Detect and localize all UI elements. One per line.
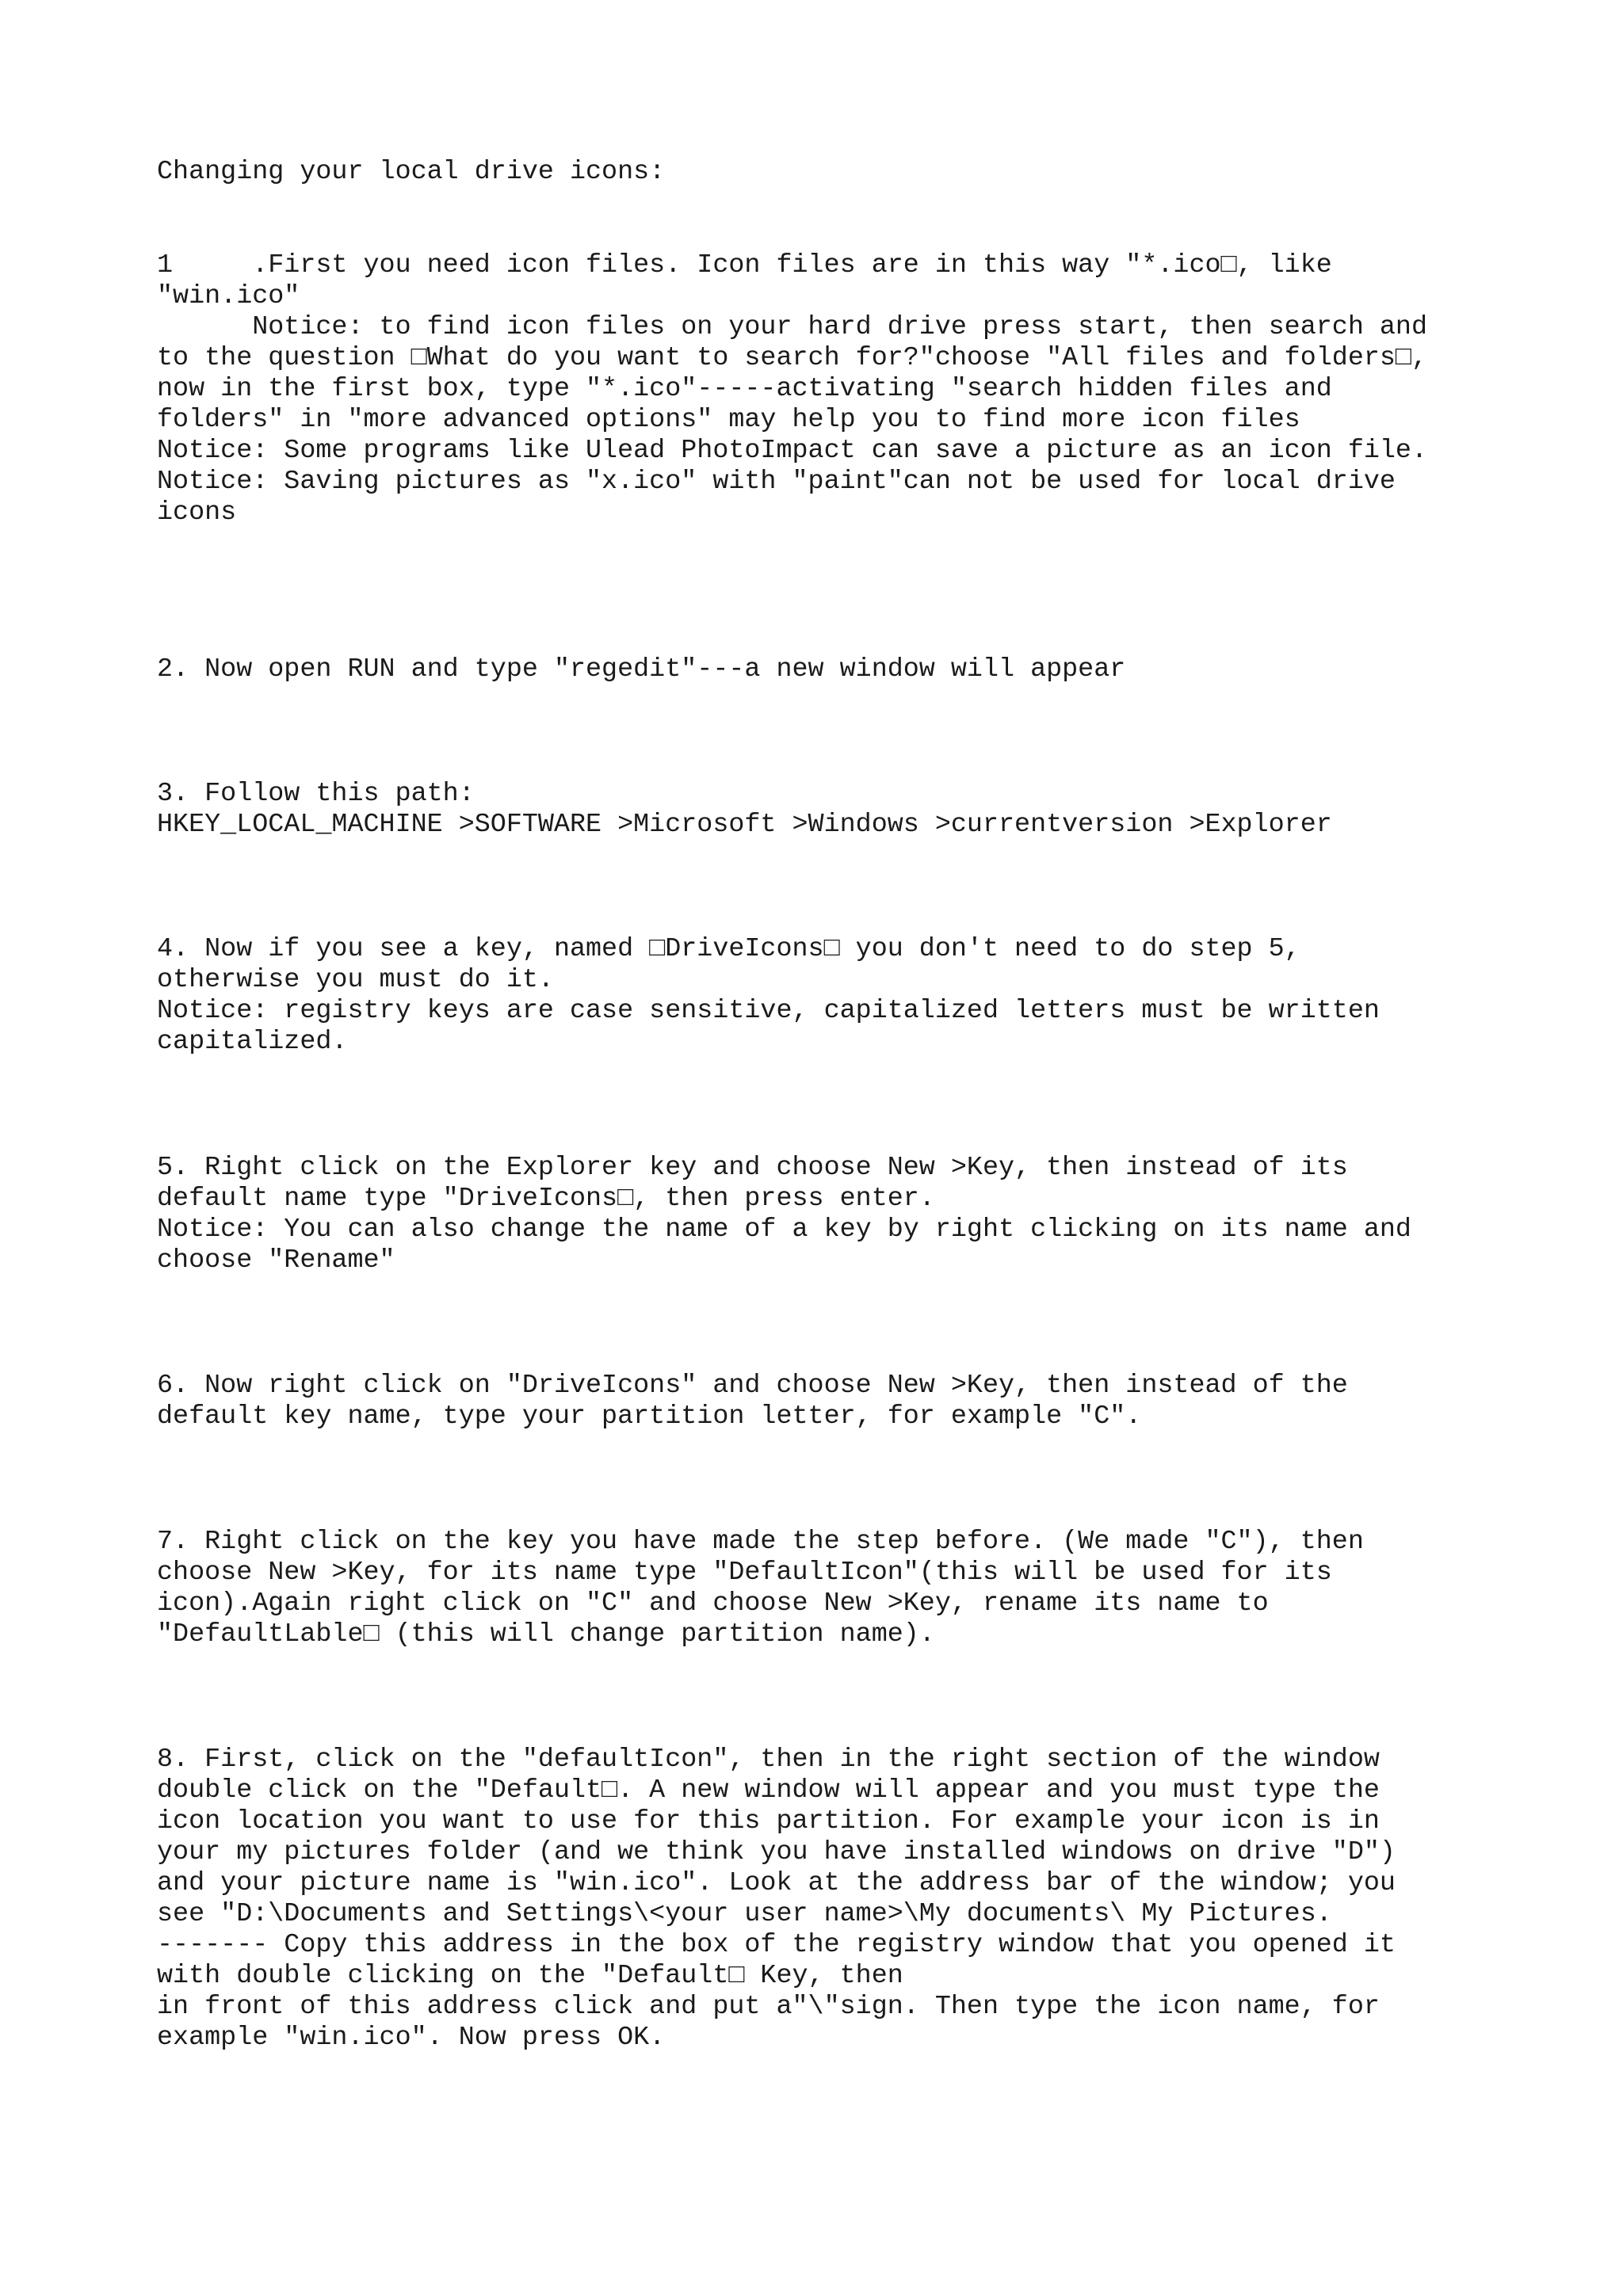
step-8-line-10: example "win.ico". Now press OK. bbox=[157, 2023, 666, 2053]
step-8-line-6: see "D:\Documents and Settings\<your user name>\My documents\ My Pictures. bbox=[157, 1899, 1332, 1929]
step-6-line-2: default key name, type your partition letter, for example "C". bbox=[157, 1402, 1142, 1432]
step-4-line-3: Notice: registry keys are case sensitive, capitalized letters must be written bbox=[157, 996, 1380, 1026]
registry-path: HKEY_LOCAL_MACHINE >SOFTWARE >Microsoft >Windows >currentversion >Explorer bbox=[157, 810, 1332, 840]
document-title: Changing your local drive icons: bbox=[157, 157, 666, 187]
step-8-line-7: ------- Copy this address in the box of the registry window that you opened it bbox=[157, 1930, 1396, 1960]
step-5-line-1: 5. Right click on the Explorer key and choose New >Key, then instead of its bbox=[157, 1153, 1348, 1183]
step-1-line-5: now in the first box, type "*.ico"-----activating "search hidden files and bbox=[157, 374, 1332, 404]
step-8-line-5: and your picture name is "win.ico". Look at the address bar of the window; you bbox=[157, 1868, 1396, 1898]
step-5-line-3: Notice: You can also change the name of a key by right clicking on its name and bbox=[157, 1215, 1411, 1245]
step-7-line-3: icon).Again right click on "C" and choose New >Key, rename its name to bbox=[157, 1589, 1269, 1619]
step-8-line-1: 8. First, click on the "defaultIcon", then in the right section of the window bbox=[157, 1745, 1380, 1775]
step-5-line-2: default name type "DriveIcons□, then press enter. bbox=[157, 1184, 935, 1214]
step-7-line-2: choose New >Key, for its name type "DefaultIcon"(this will be used for its bbox=[157, 1558, 1332, 1588]
step-2-line-1: 2. Now open RUN and type "regedit"---a new window will appear bbox=[157, 654, 1126, 685]
step-1-line-7: Notice: Some programs like Ulead PhotoImpact can save a picture as an icon file. bbox=[157, 436, 1428, 466]
step-8-line-3: icon location you want to use for this partition. For example your icon is in bbox=[157, 1806, 1380, 1836]
step-1-line-3: Notice: to find icon files on your hard drive press start, then search and bbox=[157, 312, 1428, 342]
step-3-line-1: 3. Follow this path: bbox=[157, 779, 475, 809]
step-1-line-6: folders" in "more advanced options" may help you to find more icon files bbox=[157, 405, 1300, 435]
step-1-line-8: Notice: Saving pictures as "x.ico" with "paint"can not be used for local drive bbox=[157, 467, 1396, 497]
step-1-line-4: to the question □What do you want to search for?"choose "All files and folders□, bbox=[157, 343, 1428, 373]
step-8-line-4: your my pictures folder (and we think you have installed windows on drive "D") bbox=[157, 1837, 1396, 1867]
step-8-line-2: double click on the "Default□. A new window will appear and you must type the bbox=[157, 1775, 1380, 1806]
step-4-line-2: otherwise you must do it. bbox=[157, 965, 554, 995]
step-7-line-1: 7. Right click on the key you have made the step before. (We made "C"), then bbox=[157, 1527, 1364, 1557]
step-1-line-9: icons bbox=[157, 498, 237, 528]
step-1-line-2: "win.ico" bbox=[157, 281, 300, 311]
step-6-line-1: 6. Now right click on "DriveIcons" and choose New >Key, then instead of the bbox=[157, 1371, 1348, 1401]
step-5-line-4: choose "Rename" bbox=[157, 1245, 395, 1276]
step-4-line-1: 4. Now if you see a key, named □DriveIcons□ you don't need to do step 5, bbox=[157, 934, 1300, 964]
step-4-line-4: capitalized. bbox=[157, 1027, 348, 1057]
step-7-line-4: "DefaultLable□ (this will change partition name). bbox=[157, 1619, 935, 1650]
step-1-line-1: 1 .First you need icon files. Icon files are in this way "*.ico□, like bbox=[157, 250, 1332, 280]
step-8-line-9: in front of this address click and put a"\"sign. Then type the icon name, for bbox=[157, 1992, 1380, 2022]
step-8-line-8: with double clicking on the "Default□ Key, then bbox=[157, 1961, 903, 1991]
